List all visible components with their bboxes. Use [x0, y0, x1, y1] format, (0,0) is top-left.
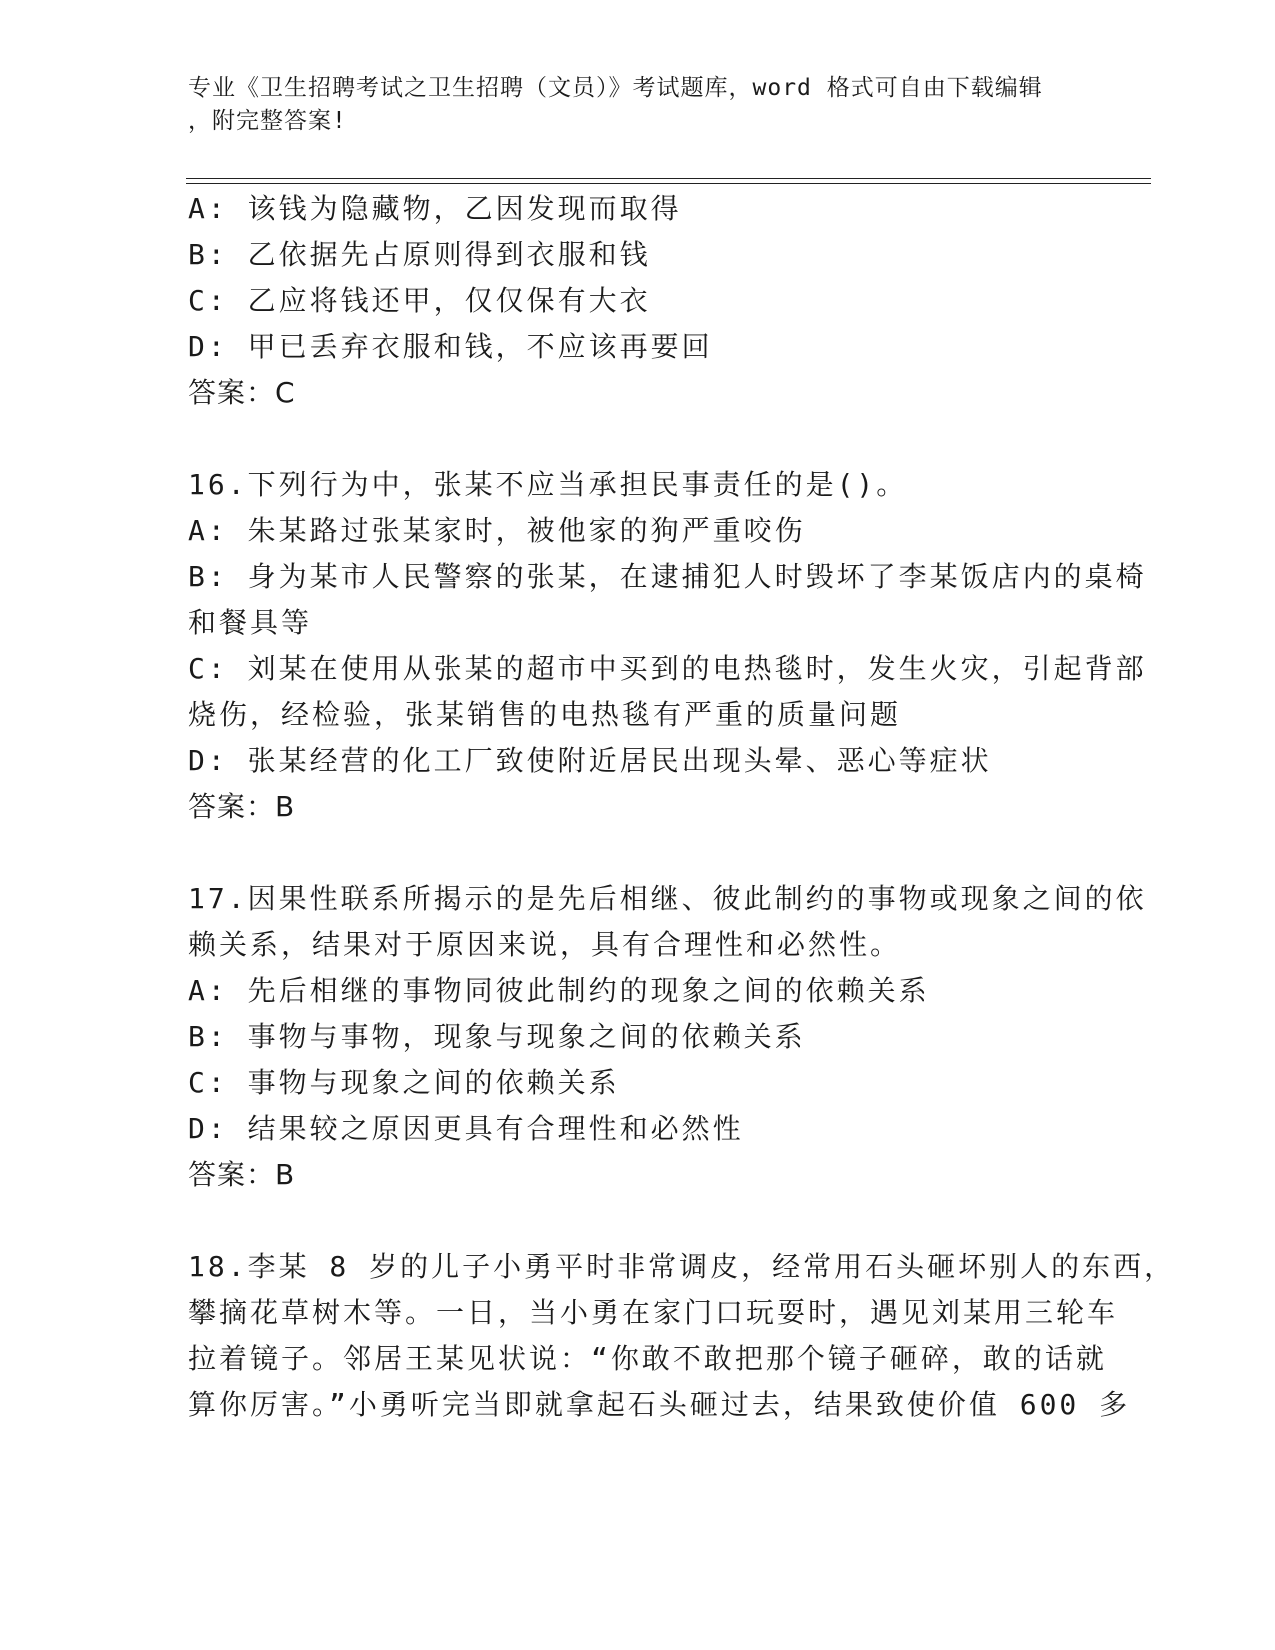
- option-a: A: 朱某路过张某家时，被他家的狗严重咬伤: [188, 514, 806, 547]
- header-line-2: ，附完整答案!: [188, 108, 347, 134]
- option-d: D: 甲已丢弃衣服和钱，不应该再要回: [188, 330, 713, 363]
- option-c: C: 乙应将钱还甲，仅仅保有大衣: [188, 284, 651, 317]
- question-stem-continued: 算你厉害。”小勇听完当即就拿起石头砸过去，结果致使价值 600 多: [188, 1388, 1131, 1421]
- header-divider-bottom: [186, 183, 1151, 184]
- option-b: B: 乙依据先占原则得到衣服和钱: [188, 238, 651, 271]
- spacer: [188, 416, 1088, 462]
- answer-line: 答案：C: [188, 376, 296, 409]
- question-15: [188, 186, 1088, 416]
- option-c: C: 刘某在使用从张某的超市中买到的电热毯时，发生火灾，引起背部: [188, 652, 1147, 685]
- document-header: [188, 72, 1068, 138]
- question-stem: 17.因果性联系所揭示的是先后相继、彼此制约的事物或现象之间的依: [188, 882, 1147, 915]
- option-c-continued: 烧伤，经检验，张某销售的电热毯有严重的质量问题: [188, 698, 902, 731]
- question-stem-continued: 攀摘花草树木等。一日，当小勇在家门口玩耍时，遇见刘某用三轮车: [188, 1296, 1119, 1329]
- option-a: A: 该钱为隐藏物，乙因发现而取得: [188, 192, 682, 225]
- option-b: B: 事物与事物，现象与现象之间的依赖关系: [188, 1020, 806, 1053]
- option-c: C: 事物与现象之间的依赖关系: [188, 1066, 620, 1099]
- header-divider-top: [186, 178, 1151, 179]
- answer-line: 答案：B: [188, 1158, 296, 1191]
- spacer: [188, 1198, 1088, 1244]
- option-a: A: 先后相继的事物同彼此制约的现象之间的依赖关系: [188, 974, 930, 1007]
- question-17: [188, 876, 1147, 1198]
- option-b: B: 身为某市人民警察的张某，在逮捕犯人时毁坏了李某饭店内的桌椅: [188, 560, 1147, 593]
- option-b-continued: 和餐具等: [188, 606, 313, 639]
- question-stem-continued: 拉着镜子。邻居王某见状说：“你敢不敢把那个镜子砸碎，敢的话就: [188, 1342, 1107, 1375]
- question-stem: 18.李某 8 岁的儿子小勇平时非常调皮，经常用石头砸坏别人的东西，: [188, 1250, 1176, 1283]
- option-d: D: 结果较之原因更具有合理性和必然性: [188, 1112, 744, 1145]
- question-16: [188, 462, 1147, 830]
- question-stem-continued: 赖关系，结果对于原因来说，具有合理性和必然性。: [188, 928, 902, 961]
- question-stem: 16.下列行为中，张某不应当承担民事责任的是()。: [188, 468, 908, 501]
- option-d: D: 张某经营的化工厂致使附近居民出现头晕、恶心等症状: [188, 744, 992, 777]
- spacer: [188, 830, 1088, 876]
- question-18: [188, 1244, 1176, 1428]
- answer-line: 答案：B: [188, 790, 296, 823]
- question-content: [188, 186, 1176, 1428]
- header-line-1: 专业《卫生招聘考试之卫生招聘（文员）》考试题库，word 格式可自由下载编辑: [188, 75, 1043, 101]
